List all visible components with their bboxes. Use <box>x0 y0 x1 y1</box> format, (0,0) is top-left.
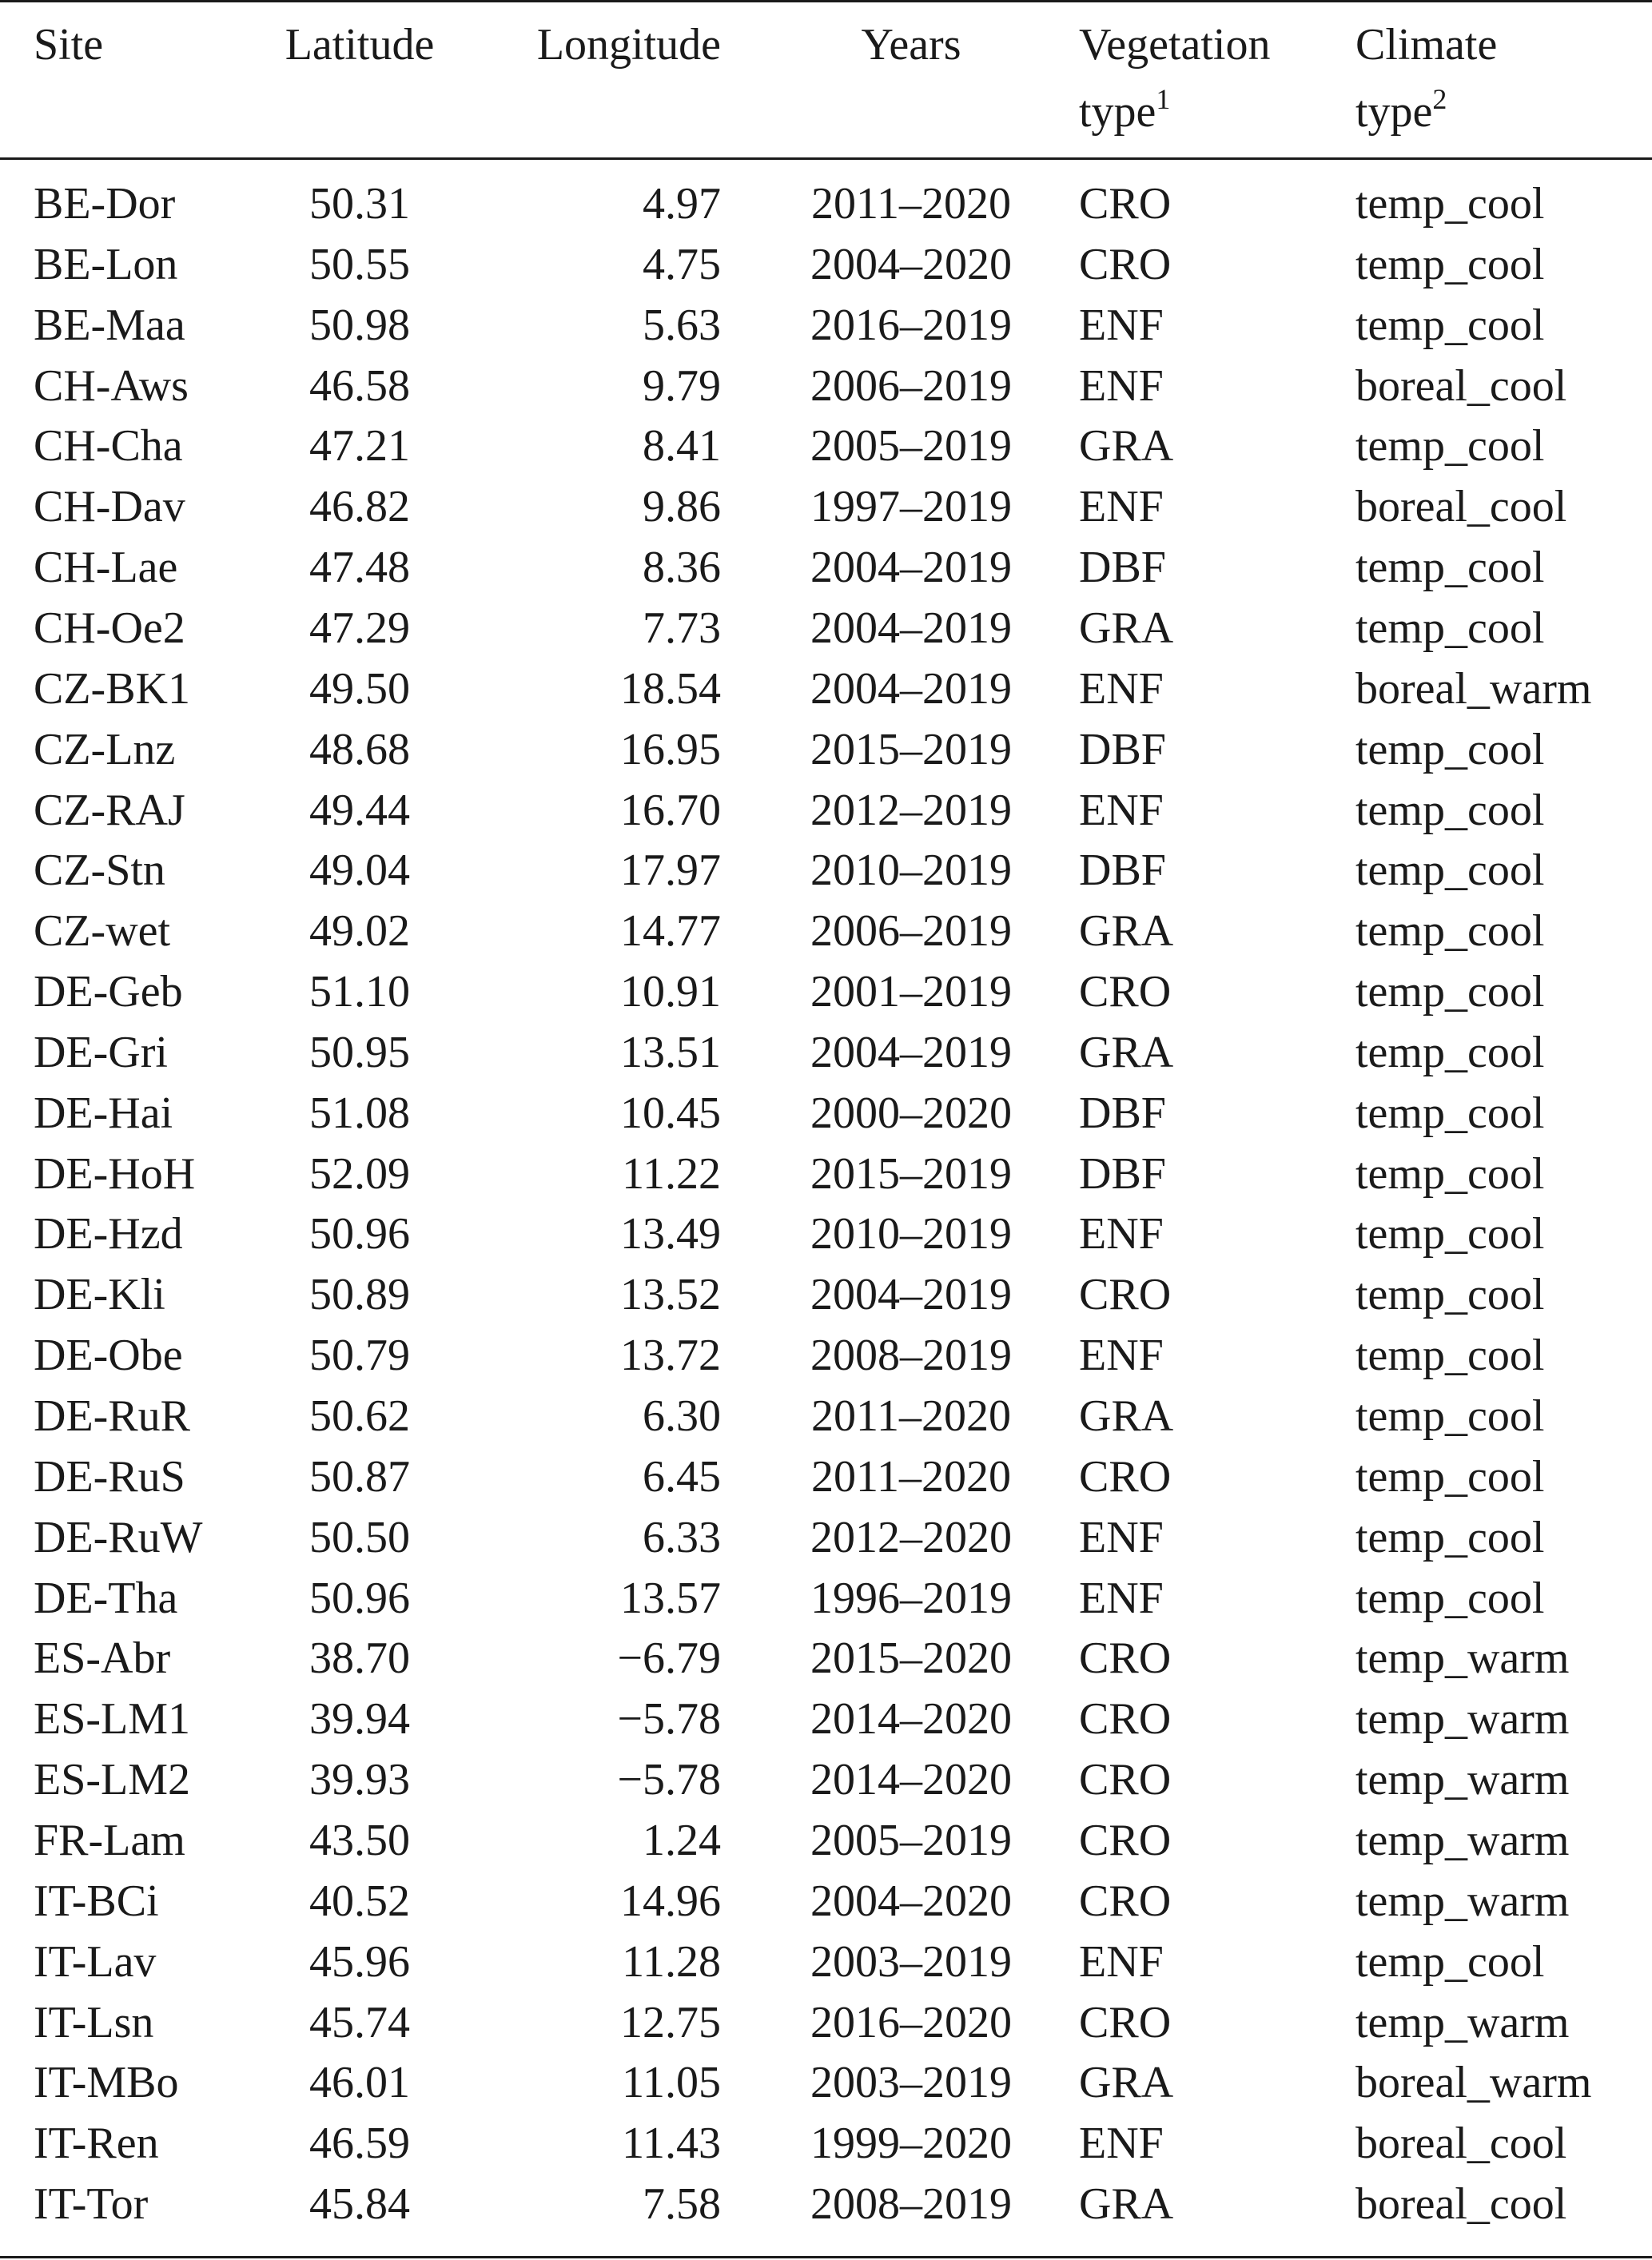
cell-vegetation-type: GRA <box>1079 421 1174 471</box>
cell-longitude: 11.05 <box>622 2058 721 2107</box>
header-vegetation-footnote: 1 <box>1156 83 1171 115</box>
cell-years: 2004–2020 <box>810 1876 1012 1926</box>
cell-latitude: 50.98 <box>309 300 410 350</box>
cell-site: DE-Tha <box>34 1574 178 1623</box>
cell-years: 2010–2019 <box>810 846 1012 895</box>
cell-site: IT-Lsn <box>34 1998 154 2047</box>
cell-years: 2005–2019 <box>810 421 1012 471</box>
table-row <box>0 295 1652 356</box>
cell-site: ES-LM1 <box>34 1694 190 1744</box>
cell-vegetation-type: CRO <box>1079 179 1172 229</box>
cell-latitude: 39.93 <box>309 1755 410 1804</box>
cell-latitude: 45.84 <box>309 2179 410 2229</box>
cell-years: 2011–2020 <box>811 179 1011 229</box>
cell-longitude: 11.22 <box>622 1149 721 1199</box>
cell-longitude: 1.24 <box>643 1816 721 1865</box>
header-years: Years <box>861 20 961 70</box>
cell-site: DE-Geb <box>34 967 183 1017</box>
table-row <box>0 1810 1652 1871</box>
header-climate-footnote: 2 <box>1432 83 1447 115</box>
cell-site: CZ-RAJ <box>34 786 185 835</box>
cell-site: BE-Dor <box>34 179 176 229</box>
cell-site: DE-Obe <box>34 1331 183 1380</box>
cell-climate-type: temp_cool <box>1355 603 1545 653</box>
table-row <box>0 356 1652 416</box>
cell-climate-type: temp_cool <box>1355 786 1545 835</box>
cell-site: CH-Dav <box>34 482 185 531</box>
cell-vegetation-type: ENF <box>1079 482 1164 531</box>
cell-climate-type: temp_cool <box>1355 300 1545 350</box>
cell-site: IT-Tor <box>34 2179 149 2229</box>
cell-years: 2011–2020 <box>811 1391 1011 1441</box>
cell-vegetation-type: GRA <box>1079 2058 1174 2107</box>
header-latitude: Latitude <box>285 20 435 70</box>
cell-vegetation-type: ENF <box>1079 1209 1164 1259</box>
cell-years: 2011–2020 <box>811 1452 1011 1502</box>
cell-vegetation-type: ENF <box>1079 1937 1164 1987</box>
cell-years: 2004–2019 <box>810 664 1012 714</box>
cell-climate-type: temp_cool <box>1355 240 1545 289</box>
cell-site: CZ-Stn <box>34 846 165 895</box>
cell-site: CH-Aws <box>34 361 189 411</box>
cell-site: CZ-Lnz <box>34 725 176 774</box>
cell-vegetation-type: GRA <box>1079 603 1174 653</box>
cell-years: 2003–2019 <box>810 1937 1012 1987</box>
cell-site: IT-Lav <box>34 1937 157 1987</box>
cell-latitude: 48.68 <box>309 725 410 774</box>
cell-vegetation-type: ENF <box>1079 1574 1164 1623</box>
cell-years: 2006–2019 <box>810 906 1012 956</box>
cell-climate-type: temp_cool <box>1355 1149 1545 1199</box>
table-row <box>0 1386 1652 1446</box>
cell-vegetation-type: ENF <box>1079 786 1164 835</box>
table-row <box>0 1871 1652 1932</box>
table-row <box>0 1144 1652 1204</box>
cell-years: 2014–2020 <box>810 1755 1012 1804</box>
table-row <box>0 1325 1652 1386</box>
cell-latitude: 47.29 <box>309 603 410 653</box>
cell-climate-type: temp_cool <box>1355 846 1545 895</box>
cell-longitude: 8.41 <box>643 421 721 471</box>
cell-climate-type: temp_cool <box>1355 179 1545 229</box>
cell-climate-type: boreal_warm <box>1355 664 1592 714</box>
cell-years: 2006–2019 <box>810 361 1012 411</box>
table-row <box>0 659 1652 719</box>
cell-vegetation-type: ENF <box>1079 1331 1164 1380</box>
cell-years: 1996–2019 <box>810 1574 1012 1623</box>
cell-longitude: 13.49 <box>620 1209 721 1259</box>
cell-climate-type: temp_cool <box>1355 725 1545 774</box>
cell-longitude: −6.79 <box>617 1633 721 1683</box>
cell-longitude: 16.70 <box>620 786 721 835</box>
cell-climate-type: boreal_warm <box>1355 2058 1592 2107</box>
table-row <box>0 2052 1652 2113</box>
cell-latitude: 50.95 <box>309 1028 410 1077</box>
cell-latitude: 50.79 <box>309 1331 410 1380</box>
table-row <box>0 476 1652 537</box>
cell-latitude: 49.50 <box>309 664 410 714</box>
cell-longitude: 4.97 <box>643 179 721 229</box>
cell-vegetation-type: DBF <box>1079 1088 1166 1138</box>
cell-longitude: 13.57 <box>620 1574 721 1623</box>
table-row <box>0 840 1652 901</box>
cell-latitude: 51.10 <box>309 967 410 1017</box>
cell-longitude: 8.36 <box>643 543 721 592</box>
cell-vegetation-type: CRO <box>1079 1998 1172 2047</box>
cell-latitude: 46.59 <box>309 2119 410 2168</box>
cell-climate-type: boreal_cool <box>1355 361 1567 411</box>
cell-climate-type: temp_cool <box>1355 1574 1545 1623</box>
cell-climate-type: temp_cool <box>1355 1937 1545 1987</box>
cell-site: ES-LM2 <box>34 1755 190 1804</box>
table-row <box>0 416 1652 476</box>
header-climate-line1: Climate <box>1355 20 1498 70</box>
cell-climate-type: temp_cool <box>1355 1391 1545 1441</box>
table-row <box>0 1022 1652 1083</box>
table-row <box>0 173 1652 234</box>
cell-climate-type: temp_warm <box>1355 1694 1570 1744</box>
cell-years: 2015–2019 <box>810 1149 1012 1199</box>
cell-longitude: 7.58 <box>643 2179 721 2229</box>
cell-latitude: 50.96 <box>309 1574 410 1623</box>
cell-climate-type: temp_warm <box>1355 1755 1570 1804</box>
cell-latitude: 50.96 <box>309 1209 410 1259</box>
cell-latitude: 45.74 <box>309 1998 410 2047</box>
table-row <box>0 598 1652 659</box>
cell-longitude: 14.77 <box>620 906 721 956</box>
cell-site: DE-Hai <box>34 1088 173 1138</box>
cell-years: 2005–2019 <box>810 1816 1012 1865</box>
table-row <box>0 234 1652 295</box>
cell-site: DE-Hzd <box>34 1209 183 1259</box>
cell-climate-type: temp_cool <box>1355 1088 1545 1138</box>
cell-longitude: 9.86 <box>643 482 721 531</box>
table-header-rule <box>0 157 1652 160</box>
cell-latitude: 47.48 <box>309 543 410 592</box>
table-row <box>0 2113 1652 2174</box>
cell-years: 2016–2019 <box>810 300 1012 350</box>
cell-years: 2000–2020 <box>810 1088 1012 1138</box>
cell-climate-type: temp_cool <box>1355 1513 1545 1562</box>
cell-latitude: 39.94 <box>309 1694 410 1744</box>
table-row <box>0 1568 1652 1629</box>
cell-longitude: 4.75 <box>643 240 721 289</box>
cell-longitude: 13.72 <box>620 1331 721 1380</box>
cell-latitude: 38.70 <box>309 1633 410 1683</box>
cell-latitude: 49.02 <box>309 906 410 956</box>
cell-vegetation-type: DBF <box>1079 725 1166 774</box>
cell-latitude: 50.87 <box>309 1452 410 1502</box>
cell-site: ES-Abr <box>34 1633 171 1683</box>
cell-longitude: 12.75 <box>620 1998 721 2047</box>
cell-longitude: −5.78 <box>617 1755 721 1804</box>
header-longitude: Longitude <box>536 20 721 70</box>
cell-climate-type: temp_cool <box>1355 1452 1545 1502</box>
cell-longitude: 16.95 <box>620 725 721 774</box>
cell-years: 2012–2019 <box>810 786 1012 835</box>
cell-climate-type: temp_cool <box>1355 967 1545 1017</box>
cell-climate-type: temp_warm <box>1355 1876 1570 1926</box>
cell-years: 2004–2019 <box>810 1270 1012 1319</box>
cell-vegetation-type: CRO <box>1079 1270 1172 1319</box>
cell-vegetation-type: CRO <box>1079 1633 1172 1683</box>
cell-years: 2010–2019 <box>810 1209 1012 1259</box>
header-vegetation-line1: Vegetation <box>1079 20 1271 70</box>
cell-vegetation-type: CRO <box>1079 1755 1172 1804</box>
cell-climate-type: temp_cool <box>1355 543 1545 592</box>
cell-climate-type: boreal_cool <box>1355 2179 1567 2229</box>
cell-longitude: 10.91 <box>620 967 721 1017</box>
cell-latitude: 46.58 <box>309 361 410 411</box>
cell-vegetation-type: GRA <box>1079 1028 1174 1077</box>
cell-years: 1999–2020 <box>810 2119 1012 2168</box>
cell-years: 2015–2020 <box>810 1633 1012 1683</box>
cell-longitude: 17.97 <box>620 846 721 895</box>
cell-longitude: 7.73 <box>643 603 721 653</box>
cell-years: 2016–2020 <box>810 1998 1012 2047</box>
cell-longitude: 6.45 <box>643 1452 721 1502</box>
cell-latitude: 47.21 <box>309 421 410 471</box>
cell-site: DE-RuS <box>34 1452 185 1502</box>
cell-longitude: 11.28 <box>622 1937 721 1987</box>
cell-site: CH-Oe2 <box>34 603 185 653</box>
cell-latitude: 43.50 <box>309 1816 410 1865</box>
table-bottom-rule <box>0 2256 1652 2258</box>
cell-vegetation-type: ENF <box>1079 664 1164 714</box>
cell-latitude: 50.55 <box>309 240 410 289</box>
cell-vegetation-type: CRO <box>1079 1694 1172 1744</box>
cell-latitude: 50.31 <box>309 179 410 229</box>
cell-vegetation-type: GRA <box>1079 1391 1174 1441</box>
table-row <box>0 1628 1652 1689</box>
cell-latitude: 40.52 <box>309 1876 410 1926</box>
cell-latitude: 50.62 <box>309 1391 410 1441</box>
cell-vegetation-type: ENF <box>1079 361 1164 411</box>
cell-climate-type: temp_cool <box>1355 1209 1545 1259</box>
cell-years: 2004–2019 <box>810 543 1012 592</box>
cell-site: IT-MBo <box>34 2058 179 2107</box>
cell-site: CH-Cha <box>34 421 183 471</box>
table-row <box>0 961 1652 1022</box>
cell-climate-type: temp_cool <box>1355 1028 1545 1077</box>
cell-site: IT-Ren <box>34 2119 159 2168</box>
cell-longitude: 11.43 <box>622 2119 721 2168</box>
cell-latitude: 52.09 <box>309 1149 410 1199</box>
cell-climate-type: temp_cool <box>1355 1270 1545 1319</box>
cell-years: 2012–2020 <box>810 1513 1012 1562</box>
cell-longitude: 14.96 <box>620 1876 721 1926</box>
cell-years: 2004–2020 <box>810 240 1012 289</box>
cell-climate-type: temp_cool <box>1355 421 1545 471</box>
cell-years: 2008–2019 <box>810 1331 1012 1380</box>
cell-climate-type: boreal_cool <box>1355 2119 1567 2168</box>
cell-years: 2001–2019 <box>810 967 1012 1017</box>
cell-climate-type: temp_cool <box>1355 1331 1545 1380</box>
cell-latitude: 51.08 <box>309 1088 410 1138</box>
cell-longitude: −5.78 <box>617 1694 721 1744</box>
table-row <box>0 1264 1652 1325</box>
cell-years: 2015–2019 <box>810 725 1012 774</box>
cell-years: 2004–2019 <box>810 603 1012 653</box>
header-site: Site <box>34 20 104 70</box>
cell-latitude: 49.04 <box>309 846 410 895</box>
table-row <box>0 1204 1652 1264</box>
cell-years: 1997–2019 <box>810 482 1012 531</box>
cell-latitude: 49.44 <box>309 786 410 835</box>
cell-site: DE-HoH <box>34 1149 196 1199</box>
cell-longitude: 18.54 <box>620 664 721 714</box>
cell-years: 2014–2020 <box>810 1694 1012 1744</box>
cell-longitude: 5.63 <box>643 300 721 350</box>
table-row <box>0 719 1652 780</box>
cell-site: FR-Lam <box>34 1816 185 1865</box>
cell-vegetation-type: CRO <box>1079 1452 1172 1502</box>
cell-years: 2004–2019 <box>810 1028 1012 1077</box>
cell-vegetation-type: CRO <box>1079 240 1172 289</box>
table-row <box>0 1507 1652 1568</box>
cell-site: CH-Lae <box>34 543 178 592</box>
cell-climate-type: temp_warm <box>1355 1998 1570 2047</box>
cell-vegetation-type: ENF <box>1079 300 1164 350</box>
cell-climate-type: boreal_cool <box>1355 482 1567 531</box>
header-vegetation-line2: type$^1$ <box>1079 83 1171 137</box>
cell-longitude: 6.30 <box>643 1391 721 1441</box>
cell-years: 2008–2019 <box>810 2179 1012 2229</box>
table-row <box>0 1689 1652 1749</box>
cell-vegetation-type: GRA <box>1079 906 1174 956</box>
cell-latitude: 46.01 <box>309 2058 410 2107</box>
cell-site: DE-RuW <box>34 1513 203 1562</box>
table-row <box>0 1992 1652 2053</box>
cell-longitude: 13.52 <box>620 1270 721 1319</box>
table-row <box>0 780 1652 841</box>
cell-longitude: 13.51 <box>620 1028 721 1077</box>
cell-climate-type: temp_cool <box>1355 906 1545 956</box>
cell-site: DE-Gri <box>34 1028 168 1077</box>
table-row <box>0 1749 1652 1810</box>
table-row <box>0 1932 1652 1992</box>
table-row <box>0 537 1652 598</box>
table-row <box>0 1083 1652 1144</box>
cell-site: BE-Maa <box>34 300 185 350</box>
cell-longitude: 10.45 <box>620 1088 721 1138</box>
cell-climate-type: temp_warm <box>1355 1633 1570 1683</box>
cell-site: IT-BCi <box>34 1876 159 1926</box>
table-row <box>0 901 1652 961</box>
cell-longitude: 6.33 <box>643 1513 721 1562</box>
cell-latitude: 50.89 <box>309 1270 410 1319</box>
cell-vegetation-type: CRO <box>1079 967 1172 1017</box>
cell-site: DE-Kli <box>34 1270 165 1319</box>
cell-longitude: 9.79 <box>643 361 721 411</box>
cell-site: BE-Lon <box>34 240 178 289</box>
cell-years: 2003–2019 <box>810 2058 1012 2107</box>
table-top-rule <box>0 0 1652 2</box>
cell-latitude: 50.50 <box>309 1513 410 1562</box>
table-row <box>0 1446 1652 1507</box>
cell-site: CZ-BK1 <box>34 664 190 714</box>
header-climate-line2: type$^2$ <box>1355 83 1447 137</box>
cell-vegetation-type: ENF <box>1079 1513 1164 1562</box>
cell-vegetation-type: DBF <box>1079 543 1166 592</box>
cell-vegetation-type: ENF <box>1079 2119 1164 2168</box>
cell-vegetation-type: CRO <box>1079 1816 1172 1865</box>
cell-vegetation-type: GRA <box>1079 2179 1174 2229</box>
cell-site: CZ-wet <box>34 906 171 956</box>
cell-site: DE-RuR <box>34 1391 190 1441</box>
cell-climate-type: temp_warm <box>1355 1816 1570 1865</box>
table-row <box>0 2174 1652 2234</box>
cell-latitude: 45.96 <box>309 1937 410 1987</box>
cell-latitude: 46.82 <box>309 482 410 531</box>
cell-vegetation-type: DBF <box>1079 846 1166 895</box>
cell-vegetation-type: CRO <box>1079 1876 1172 1926</box>
cell-vegetation-type: DBF <box>1079 1149 1166 1199</box>
